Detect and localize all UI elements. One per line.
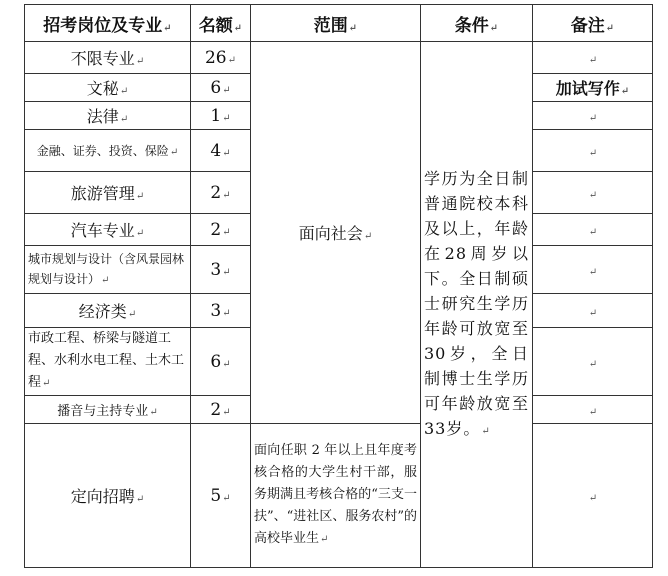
count-cell: 2↵	[191, 214, 251, 246]
paragraph-mark: ↵	[222, 112, 231, 124]
paragraph-mark: ↵	[101, 274, 110, 286]
paragraph-mark: ↵	[489, 22, 499, 34]
paragraph-mark: ↵	[222, 492, 231, 504]
paragraph-mark: ↵	[222, 266, 231, 278]
note-cell	[533, 102, 653, 130]
position-cell: 法律↵	[25, 102, 191, 130]
paragraph-mark: ↵	[222, 226, 231, 238]
paragraph-mark: ↵	[119, 114, 129, 125]
count-cell: 26↵	[191, 42, 251, 74]
position-cell: 定向招聘↵	[25, 424, 191, 568]
header-count: 名额↵	[191, 5, 251, 42]
paragraph-mark: ↵	[169, 147, 179, 158]
paragraph-mark: ↵	[588, 266, 598, 278]
paragraph-mark: ↵	[127, 309, 137, 320]
count-cell: 2↵	[191, 396, 251, 424]
scope-public-text: 面向社会	[298, 224, 363, 243]
paragraph-mark: ↵	[222, 358, 231, 370]
paragraph-mark: ↵	[588, 307, 598, 319]
count-cell: 6↵	[191, 328, 251, 396]
paragraph-mark: ↵	[135, 228, 145, 239]
paragraph-mark: ↵	[348, 22, 358, 34]
paragraph-mark: ↵	[119, 86, 129, 97]
paragraph-mark: ↵	[222, 147, 231, 159]
count-cell: 2↵	[191, 172, 251, 214]
position-cell: 旅游管理↵	[25, 172, 191, 214]
count-cell: 3↵	[191, 246, 251, 294]
paragraph-mark: ↵	[320, 534, 329, 545]
note-cell	[533, 424, 653, 568]
paragraph-mark: ↵	[135, 191, 145, 202]
note-cell	[533, 42, 653, 74]
paragraph-mark: ↵	[135, 494, 145, 505]
paragraph-mark: ↵	[227, 54, 237, 66]
paragraph-mark: ↵	[588, 54, 598, 66]
position-cell: 不限专业↵	[25, 42, 191, 74]
paragraph-mark: ↵	[588, 406, 598, 418]
scope-directed-cell: 面向任职 2 年以上且年度考核合格的大学生村干部，服务期满且考核合格的“三支一扶”、“进社区、服务农村”的高校毕业生↵	[251, 424, 421, 568]
paragraph-mark: ↵	[42, 378, 51, 389]
paragraph-mark: ↵	[588, 492, 598, 504]
count-cell: 3↵	[191, 294, 251, 328]
paragraph-mark: ↵	[588, 112, 598, 124]
note-cell	[533, 214, 653, 246]
paragraph-mark: ↵	[222, 84, 231, 96]
paragraph-mark: ↵	[588, 358, 598, 370]
note-cell	[533, 246, 653, 294]
scope-public-cell	[251, 42, 421, 424]
paragraph-mark: ↵	[233, 22, 243, 34]
count-cell: 4↵	[191, 130, 251, 172]
note-cell	[533, 328, 653, 396]
paragraph-mark: ↵	[620, 86, 630, 97]
paragraph-mark: ↵	[588, 226, 598, 238]
position-cell: 播音与主持专业↵	[25, 396, 191, 424]
paragraph-mark: ↵	[135, 56, 145, 67]
note-cell: 加试写作↵	[533, 74, 653, 102]
position-cell: 城市规划与设计（含风景园林规划与设计）↵	[25, 246, 191, 294]
note-cell	[533, 294, 653, 328]
paragraph-mark: ↵	[163, 22, 172, 34]
table-row	[25, 42, 653, 74]
paragraph-mark: ↵	[588, 189, 598, 201]
paragraph-mark: ↵	[588, 147, 598, 159]
header-row	[25, 5, 653, 42]
note-cell	[533, 396, 653, 424]
position-cell: 文秘↵	[25, 74, 191, 102]
paragraph-mark: ↵	[363, 231, 373, 242]
paragraph-mark: ↵	[222, 189, 231, 201]
position-cell: 经济类↵	[25, 294, 191, 328]
table-row	[25, 424, 653, 568]
paragraph-mark: ↵	[149, 407, 158, 418]
header-condition: 条件↵	[421, 5, 533, 42]
count-cell: 1↵	[191, 102, 251, 130]
paragraph-mark: ↵	[222, 406, 231, 418]
header-position: 招考岗位及专业↵	[25, 5, 191, 42]
paragraph-mark: ↵	[222, 307, 231, 319]
position-cell: 汽车专业↵	[25, 214, 191, 246]
position-cell: 金融、证券、投资、保险↵	[25, 130, 191, 172]
position-cell: 市政工程、桥梁与隧道工程、水利水电工程、土木工程↵	[25, 328, 191, 396]
recruitment-table	[24, 4, 653, 568]
paragraph-mark: ↵	[481, 425, 491, 437]
header-note: 备注↵	[533, 5, 653, 42]
note-cell	[533, 172, 653, 214]
note-cell	[533, 130, 653, 172]
condition-text: 学历为全日制普通院校本科及以上，年龄在28周岁以下。全日制硕士研究生学历年龄可放宽至30岁，全日制博士生学历可年龄放宽至33岁。	[424, 168, 529, 438]
condition-cell	[421, 42, 533, 568]
count-cell: 6↵	[191, 74, 251, 102]
count-cell: 5↵	[191, 424, 251, 568]
paragraph-mark: ↵	[605, 22, 615, 34]
header-scope: 范围↵	[251, 5, 421, 42]
